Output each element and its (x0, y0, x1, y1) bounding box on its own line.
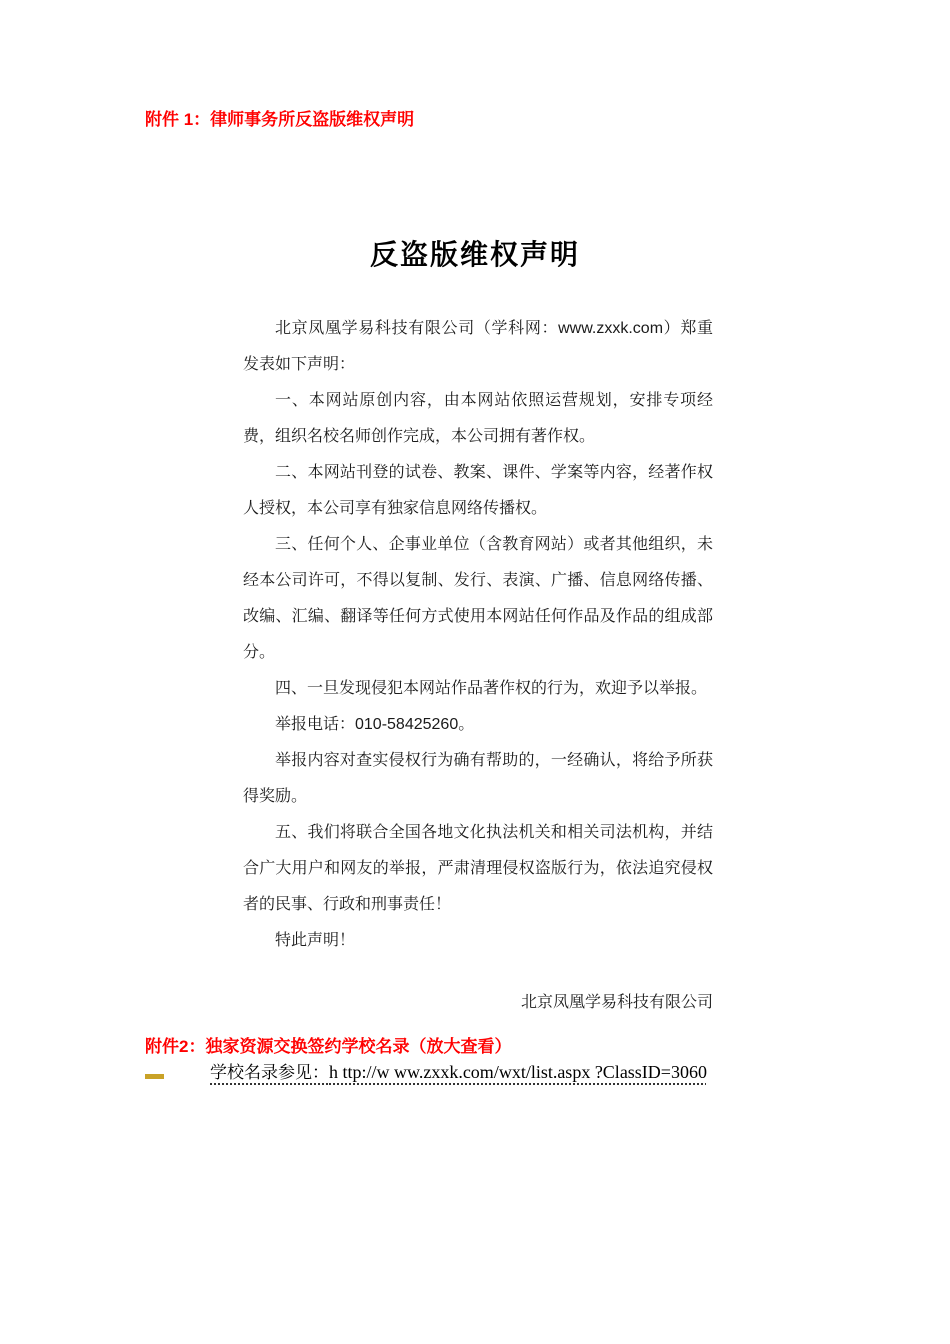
statement-title: 反盗版维权声明 (369, 239, 580, 270)
school-list-link-prefix: 学校名录参见： (210, 1063, 329, 1082)
statement-paragraph: 四、一旦发现侵犯本网站作品著作权的行为，欢迎予以举报。 (275, 680, 708, 697)
attachment1-heading: 附件 1：律师事务所反盗版维权声明 (145, 110, 415, 129)
statement-paragraph: 特此声明！ (275, 932, 356, 949)
statement-paragraph: 二、本网站刊登的试卷、教案、课件、学案等内容，经著作权人授权，本公司享有独家信息网络传播权。 (243, 464, 713, 517)
report-phone-paragraph: 举报电话：010-58425260。 (275, 716, 475, 733)
attachment2-heading: 附件2：独家资源交换签约学校名录（放大查看） (145, 1037, 512, 1056)
statement-body (243, 311, 713, 1021)
statement-paragraph: 举报内容对查实侵权行为确有帮助的，一经确认，将给予所获得奖励。 (243, 752, 713, 805)
statement-paragraph: 一、本网站原创内容，由本网站依照运营规划，安排专项经费，组织名校名师创作完成，本公司拥有著作权。 (243, 392, 713, 445)
company-signature: 北京凤凰学易科技有限公司 (520, 994, 713, 1011)
school-list-link-text (210, 1059, 707, 1086)
statement-paragraph: 北京凤凰学易科技有限公司（学科网：www.zxxk.com）郑重发表如下声明： (243, 320, 713, 373)
statement-paragraph: 五、我们将联合全国各地文化执法机关和相关司法机构，并结合广大用户和网友的举报，严肃清理侵权盗版行为，依法追究侵权者的民事、行政和刑事责任！ (243, 824, 713, 913)
statement-paragraph: 三、任何个人、企事业单位（含教育网站）或者其他组织，未经本公司许可，不得以复制、发行、表演、广播、信息网络传播、改编、汇编、翻译等任何方式使用本网站任何作品及作品的组成部分。 (243, 536, 713, 661)
school-list-link-row (145, 1059, 785, 1089)
highlight-dash (145, 1074, 164, 1079)
school-list-link[interactable]: h ttp://w ww.zxxk.com/wxt/list.aspx ?ClassID=3060 (329, 1062, 707, 1082)
